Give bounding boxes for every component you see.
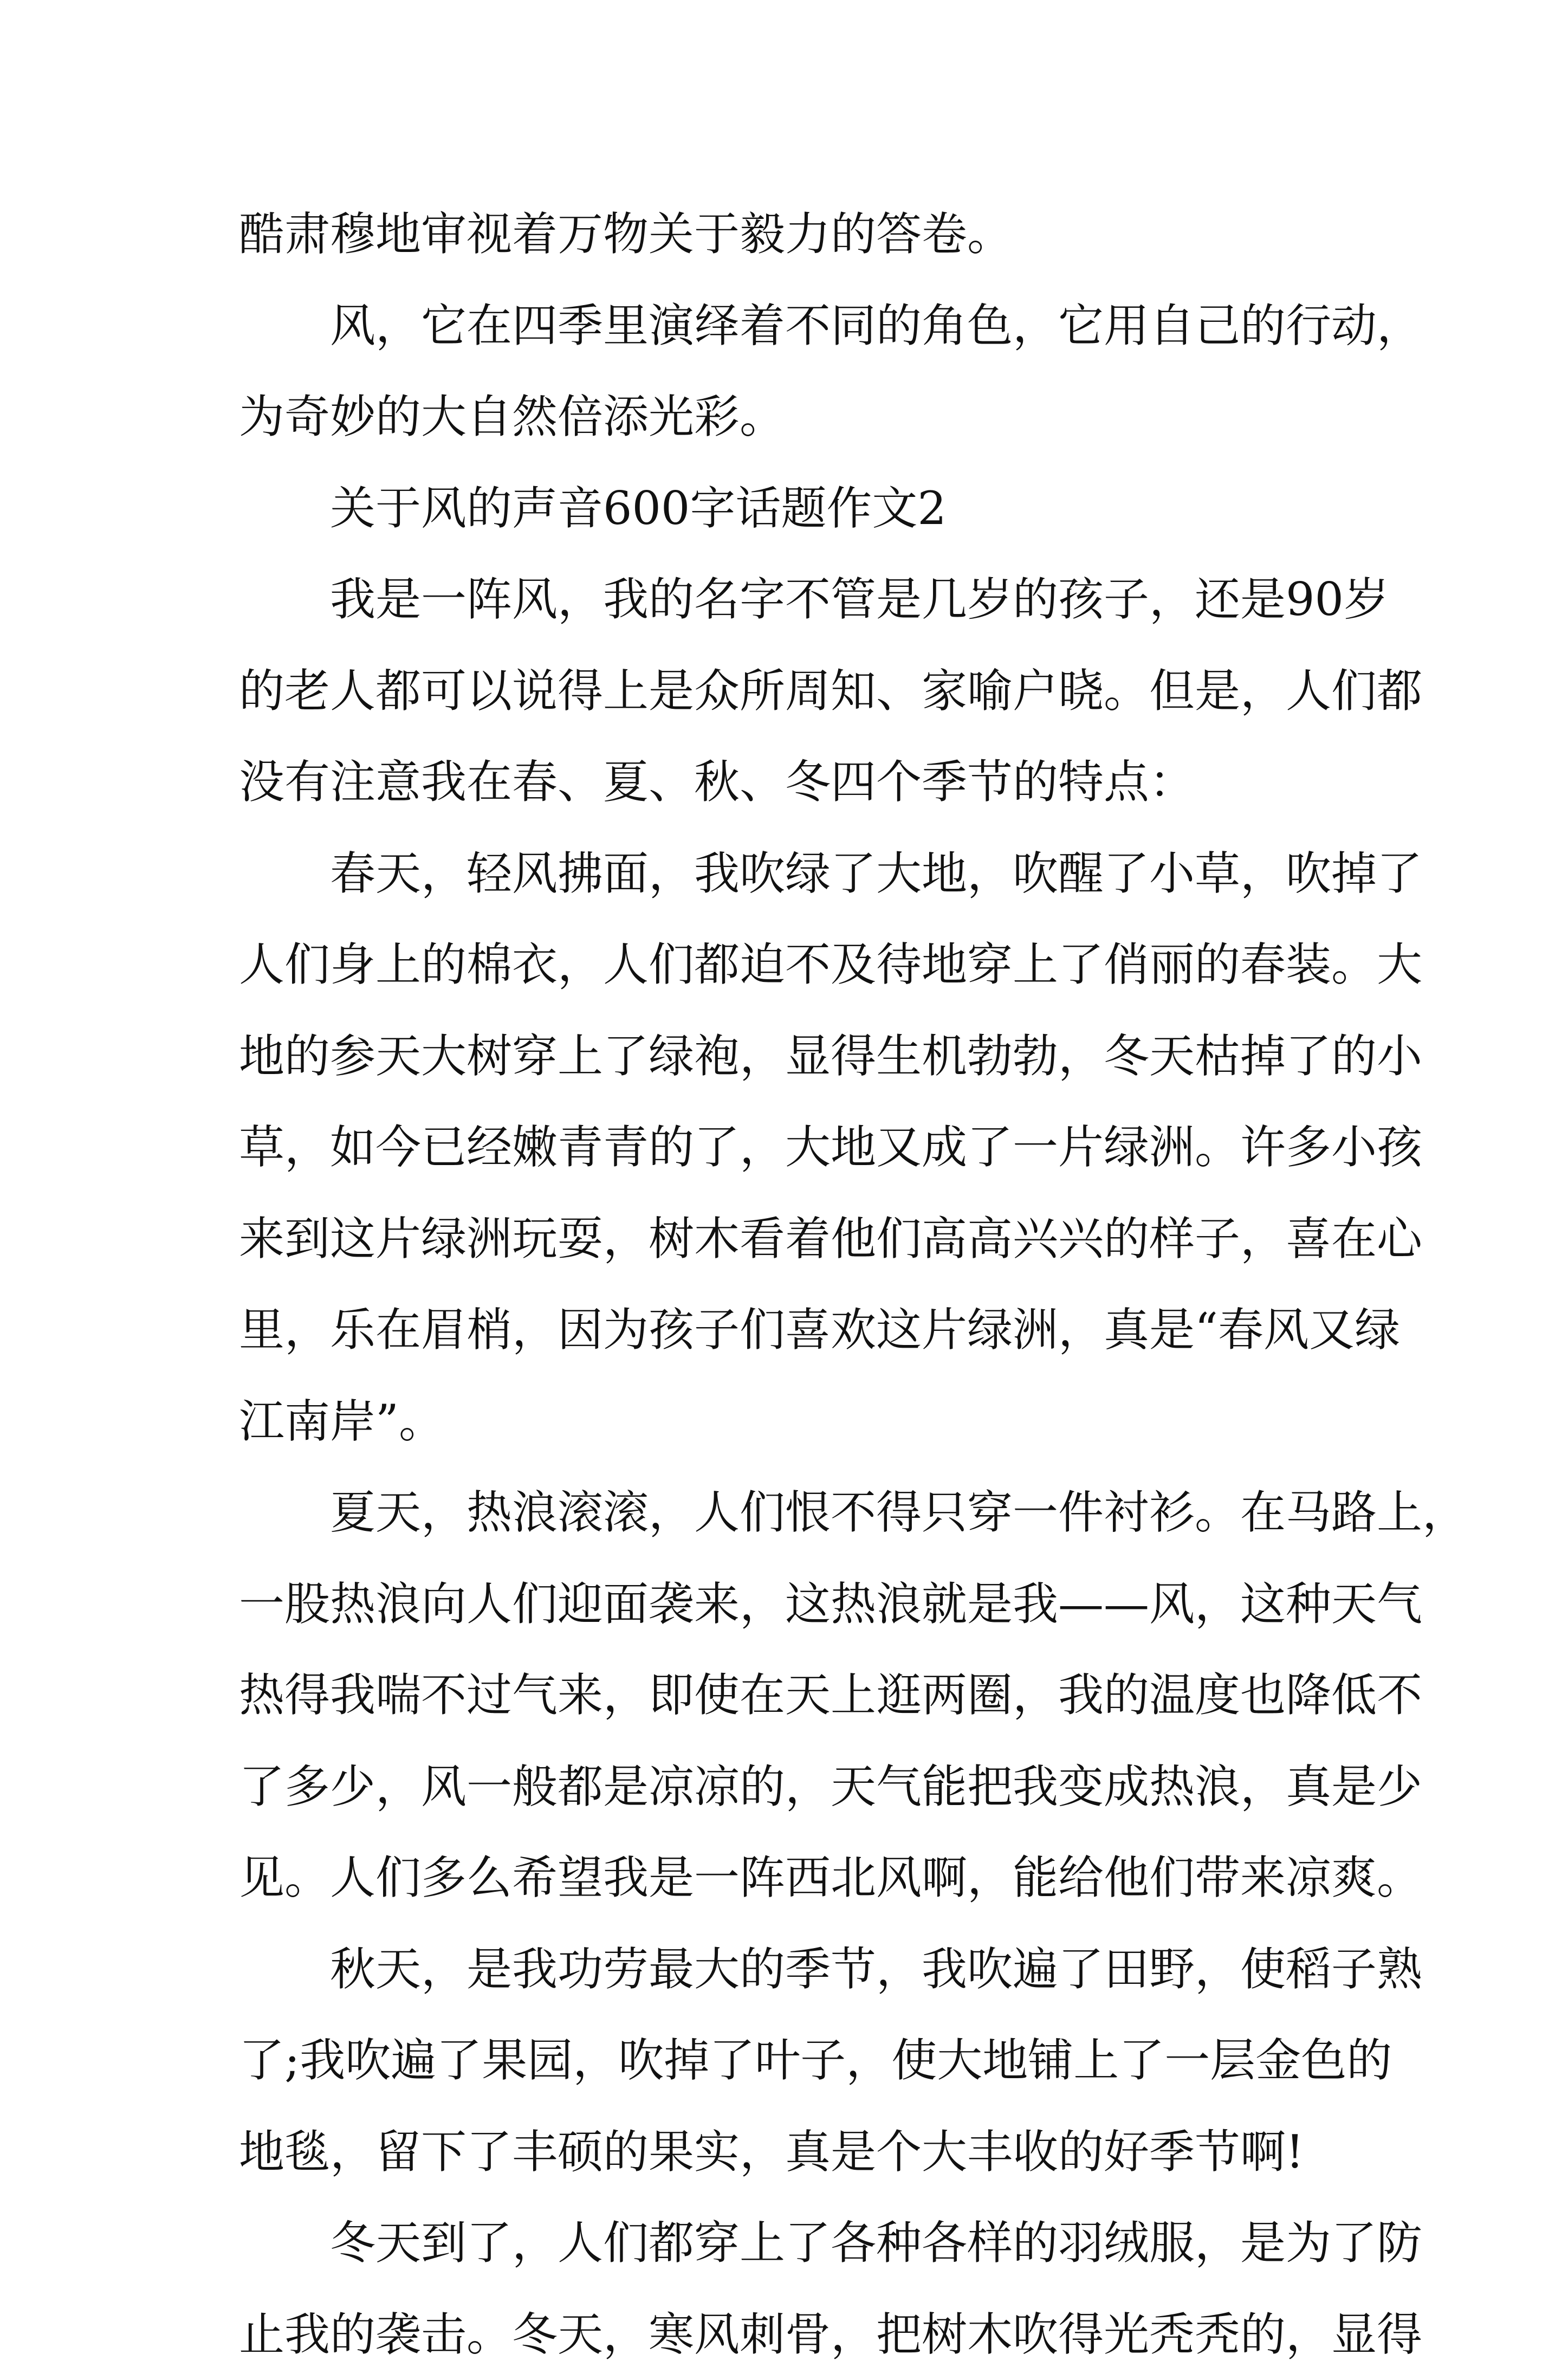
text-line: 草，如今已经嫩青青的了，大地又成了一片绿洲。许多小孩 — [239, 1102, 1339, 1193]
text-line: 地毯，留下了丰硕的果实，真是个大丰收的好季节啊! — [239, 2106, 1339, 2198]
section-heading: 关于风的声音600字话题作文2 — [239, 463, 1339, 554]
document-body — [239, 189, 1339, 2380]
text-line: 为奇妙的大自然倍添光彩。 — [239, 371, 1339, 463]
text-line: 酷肃穆地审视着万物关于毅力的答卷。 — [239, 189, 1339, 280]
text-line: 来到这片绿洲玩耍，树木看着他们高高兴兴的样子，喜在心 — [239, 1193, 1339, 1285]
text-line: 我是一阵风，我的名字不管是几岁的孩子，还是90岁 — [239, 554, 1339, 645]
text-line: 人们身上的棉衣，人们都迫不及待地穿上了俏丽的春装。大 — [239, 919, 1339, 1011]
text-line: 了;我吹遍了果园，吹掉了叶子，使大地铺上了一层金色的 — [239, 2015, 1339, 2106]
text-line: 夏天，热浪滚滚，人们恨不得只穿一件衬衫。在马路上， — [239, 1467, 1339, 1558]
text-line: 地的参天大树穿上了绿袍，显得生机勃勃，冬天枯掉了的小 — [239, 1011, 1339, 1102]
text-line: 没有注意我在春、夏、秋、冬四个季节的特点： — [239, 736, 1339, 828]
text-line: 秋天，是我功劳最大的季节，我吹遍了田野，使稻子熟 — [239, 1924, 1339, 2015]
text-line: 春天，轻风拂面，我吹绿了大地，吹醒了小草，吹掉了 — [239, 828, 1339, 920]
text-line: 里，乐在眉梢，因为孩子们喜欢这片绿洲，真是“春风又绿 — [239, 1284, 1339, 1376]
text-line: 见。人们多么希望我是一阵西北风啊，能给他们带来凉爽。 — [239, 1832, 1339, 1924]
text-line: 江南岸”。 — [239, 1376, 1339, 1467]
text-line: 冬天到了，人们都穿上了各种各样的羽绒服，是为了防 — [239, 2197, 1339, 2289]
text-line: 风，它在四季里演绎着不同的角色，它用自己的行动， — [239, 280, 1339, 372]
text-line: 了多少，风一般都是凉凉的，天气能把我变成热浪，真是少 — [239, 1741, 1339, 1833]
text-line: 热得我喘不过气来，即使在天上逛两圈，我的温度也降低不 — [239, 1650, 1339, 1741]
text-line: 的老人都可以说得上是众所周知、家喻户晓。但是，人们都 — [239, 645, 1339, 737]
text-line: 止我的袭击。冬天，寒风刺骨，把树木吹得光秃秃的，显得 — [239, 2289, 1339, 2380]
text-line: 一股热浪向人们迎面袭来，这热浪就是我——风，这种天气 — [239, 1558, 1339, 1650]
